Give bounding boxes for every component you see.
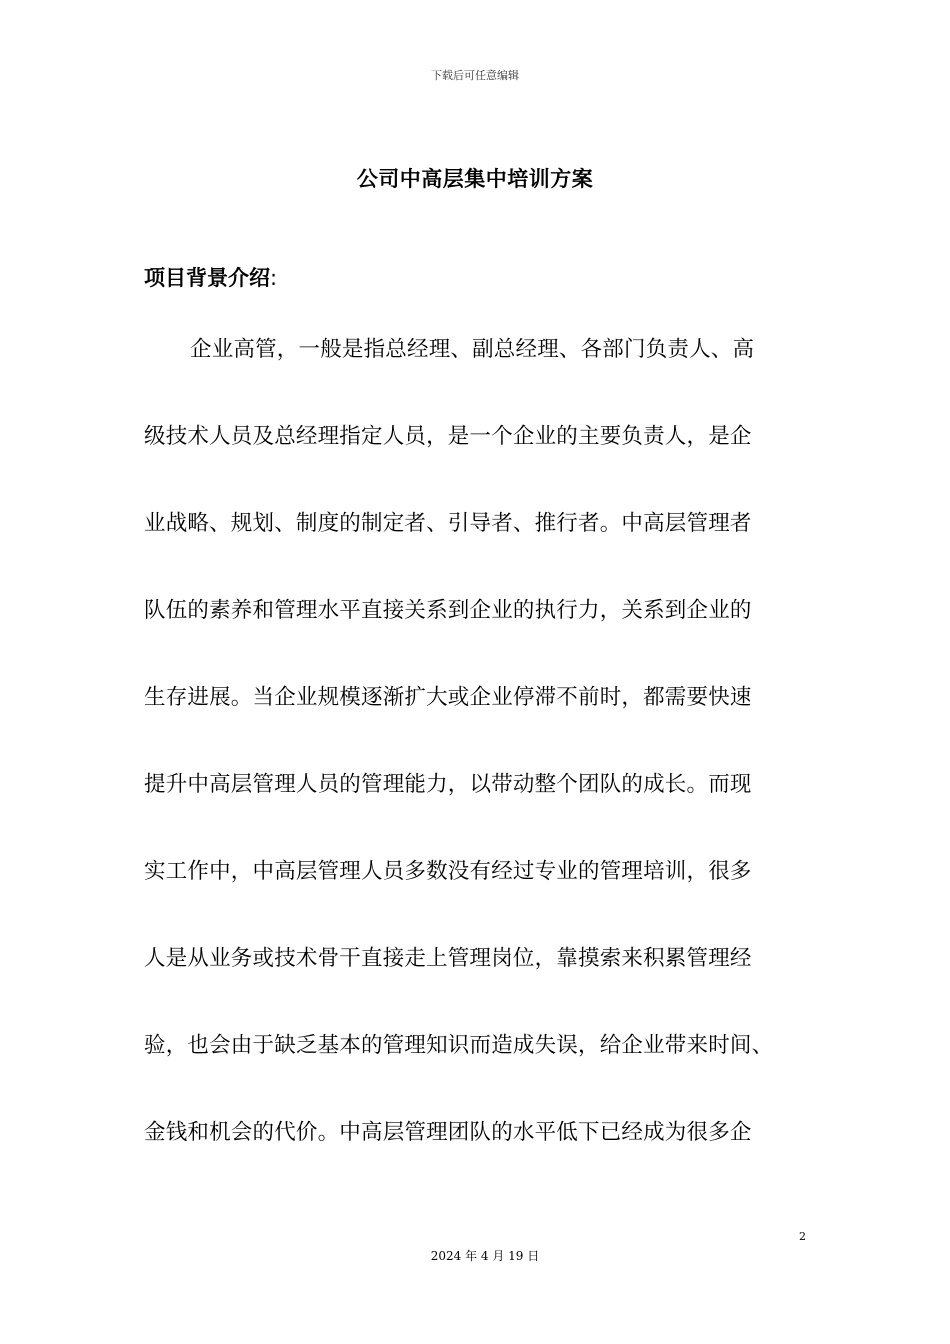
footer-date: 2024 年 4 月 19 日 bbox=[430, 1249, 540, 1263]
paragraph-line: 实工作中，中高层管理人员多数没有经过专业的管理培训，很多 bbox=[144, 859, 752, 884]
paragraph-line: 级技术人员及总经理指定人员，是一个企业的主要负责人，是企 bbox=[144, 424, 752, 449]
paragraph-line: 验，也会由于缺乏基本的管理知识而造成失误，给企业带来时间、 bbox=[144, 1033, 774, 1058]
paragraph-line: 业战略、规划、制度的制定者、引导者、推行者。中高层管理者 bbox=[144, 511, 752, 536]
paragraph-line: 生存进展。当企业规模逐渐扩大或企业停滞不前时，都需要快速 bbox=[144, 685, 752, 710]
document-title: 公司中高层集中培训方案 bbox=[356, 167, 594, 191]
paragraph-line: 金钱和机会的代价。中高层管理团队的水平低下已经成为很多企 bbox=[144, 1120, 752, 1145]
paragraph-line: 人是从业务或技术骨干直接走上管理岗位，靠摸索来积累管理经 bbox=[144, 946, 752, 971]
page-number: 2 bbox=[799, 1230, 806, 1243]
section-heading-text: 项目背景介绍 bbox=[144, 266, 270, 290]
section-heading-colon: : bbox=[270, 266, 278, 290]
section-heading bbox=[144, 262, 277, 292]
body-paragraph bbox=[144, 334, 824, 1204]
paragraph-line: 队伍的素养和管理水平直接关系到企业的执行力，关系到企业的 bbox=[144, 598, 752, 623]
header-note: 下载后可任意编辑 bbox=[431, 69, 519, 82]
paragraph-line: 提升中高层管理人员的管理能力，以带动整个团队的成长。而现 bbox=[144, 772, 752, 797]
paragraph-line: 企业高管，一般是指总经理、副总经理、各部门负责人、高 bbox=[190, 337, 755, 362]
